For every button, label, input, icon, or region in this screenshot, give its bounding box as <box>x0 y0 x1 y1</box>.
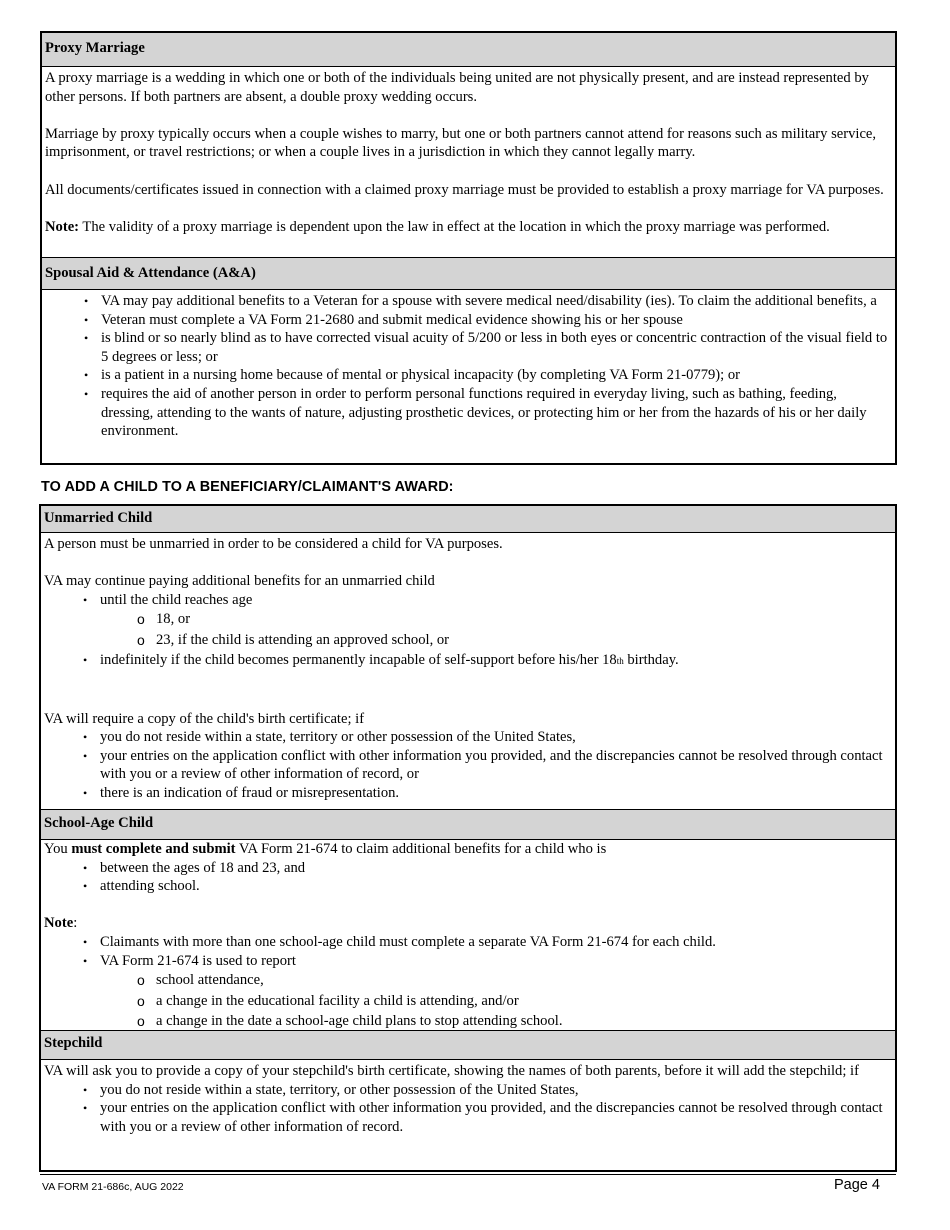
list-item: • Claimants with more than one school-age child must complete a separate VA Form 21-674 for each child. <box>44 933 892 952</box>
unmarried-p1: A person must be unmarried in order to be considered a child for VA purposes. <box>44 536 503 552</box>
proxy-note-text: The validity of a proxy marriage is dependent upon the law in effect at the location in which the proxy marriage was performed. <box>79 218 830 235</box>
proxy-p1: A proxy marriage is a wedding in which one or both of the individuals being united are not physically present, and are instead represented by other persons. If both partners are absent, a double proxy wedding occurs. <box>45 70 869 105</box>
spouse-info-box <box>40 31 897 465</box>
birthday-text: birthday. <box>623 652 679 669</box>
spousal-aa-list <box>45 292 892 441</box>
school-note <box>44 914 892 933</box>
footer-divider <box>40 1174 896 1175</box>
proxy-marriage-header <box>42 33 895 67</box>
proxy-note-label: Note: <box>45 218 80 235</box>
list-item: • your entries on the application conflict with other information you provided, and the discrepancies cannot be resolved through contact with you or a review of other information of record. <box>44 1099 892 1136</box>
stepchild-p1: VA will ask you to provide a copy of your stepchild's birth certificate, showing the names of both parents, before it will add the stepchild; if <box>44 1063 859 1079</box>
child-info-box <box>39 504 897 1172</box>
stepchild-title: Stepchild <box>44 1035 103 1051</box>
list-item: o school attendance, <box>44 970 892 991</box>
list-item: o a change in the educational facility a child is attending, and/or <box>44 991 892 1012</box>
stepchild-header <box>41 1030 895 1060</box>
list-item <box>44 650 892 672</box>
school-p1-pre: You <box>44 841 72 857</box>
proxy-marriage-body <box>42 67 895 257</box>
list-item: • Veteran must complete a VA Form 21-2680 and submit medical evidence showing his or her spouse <box>45 311 892 330</box>
list-item: • requires the aid of another person in order to perform personal functions required in everyday living, such as bathing, feeding, dressing, attending to the wants of nature, adjusting prosthetic devices, or protecting him or her from the hazards of his or her daily environment. <box>45 385 892 441</box>
list-item: • until the child reaches age <box>44 591 892 610</box>
list-item: • there is an indication of fraud or misrepresentation. <box>44 784 892 803</box>
school-report-sublist <box>44 970 892 1032</box>
spousal-aa-body <box>42 290 895 441</box>
proxy-note <box>45 218 892 237</box>
school-age-body <box>41 840 895 1030</box>
school-p1-post: VA Form 21-674 to claim additional benefits for a child who is <box>235 841 607 857</box>
list-item: • attending school. <box>44 877 892 896</box>
form-id: VA FORM 21-686c, AUG 2022 <box>42 1181 184 1193</box>
list-item: o a change in the date a school-age child plans to stop attending school. <box>44 1011 892 1032</box>
unmarried-incapable-list <box>44 650 892 672</box>
ordinal-suffix: th <box>616 656 624 667</box>
list-item: • between the ages of 18 and 23, and <box>44 859 892 878</box>
unmarried-age-sublist <box>44 609 892 650</box>
proxy-p2: Marriage by proxy typically occurs when a couple wishes to marry, but one or both partners cannot attend for reasons such as military service, imprisonment, or travel restrictions; or when a couple lives in a jurisdiction in which they cannot legally marry. <box>45 125 877 161</box>
school-note-colon: : <box>73 915 78 932</box>
unmarried-cert-list <box>44 728 892 802</box>
proxy-marriage-title: Proxy Marriage <box>45 40 145 56</box>
unmarried-p2: VA may continue paying additional benefits for an unmarried child <box>44 573 435 590</box>
school-p1 <box>44 840 892 859</box>
spousal-aa-title: Spousal Aid & Attendance (A&A) <box>45 265 256 281</box>
proxy-p3: All documents/certificates issued in connection with a claimed proxy marriage must be provided to establish a proxy marriage for VA purposes. <box>45 181 884 198</box>
list-item: • is blind or so nearly blind as to have corrected visual acuity of 5/200 or less in both eyes or concentric contraction of the visual field to 5 degrees or less; or <box>45 329 892 366</box>
incapable-text: indefinitely if the child becomes permanently incapable of self-support before his/her 18 <box>100 652 617 669</box>
list-item: • you do not reside within a state, territory or other possession of the United States, <box>44 728 892 747</box>
stepchild-list <box>44 1081 892 1137</box>
unmarried-child-title: Unmarried Child <box>44 510 153 526</box>
page-number: Page 4 <box>834 1177 880 1193</box>
unmarried-child-body <box>41 533 895 809</box>
school-note-label: Note <box>44 915 74 932</box>
stepchild-body <box>41 1060 895 1136</box>
spousal-aa-header <box>42 257 895 290</box>
list-item: o 23, if the child is attending an approved school, or <box>44 630 892 651</box>
unmarried-age-list <box>44 591 892 610</box>
list-item: • VA may pay additional benefits to a Veteran for a spouse with severe medical need/disability (ies). To claim the additional benefits, a <box>45 292 892 311</box>
unmarried-child-header <box>41 506 895 533</box>
school-age-header <box>41 809 895 840</box>
list-item: • you do not reside within a state, territory, or other possession of the United States, <box>44 1081 892 1100</box>
unmarried-p3: VA will require a copy of the child's birth certificate; if <box>44 710 365 727</box>
school-age-list <box>44 859 892 896</box>
school-age-title: School-Age Child <box>44 815 154 831</box>
list-item: • your entries on the application conflict with other information you provided, and the discrepancies cannot be resolved through contact with you or a review of other information of record, or <box>44 747 892 784</box>
school-note-list <box>44 933 892 970</box>
school-p1-bold: must complete and submit <box>71 841 236 857</box>
list-item: • VA Form 21-674 is used to report <box>44 952 892 971</box>
list-item: • is a patient in a nursing home because of mental or physical incapacity (by completing VA Form 21-0779); or <box>45 366 892 385</box>
list-item: o 18, or <box>44 609 892 630</box>
add-child-section-title: TO ADD A CHILD TO A BENEFICIARY/CLAIMANT'S AWARD: <box>41 479 454 495</box>
